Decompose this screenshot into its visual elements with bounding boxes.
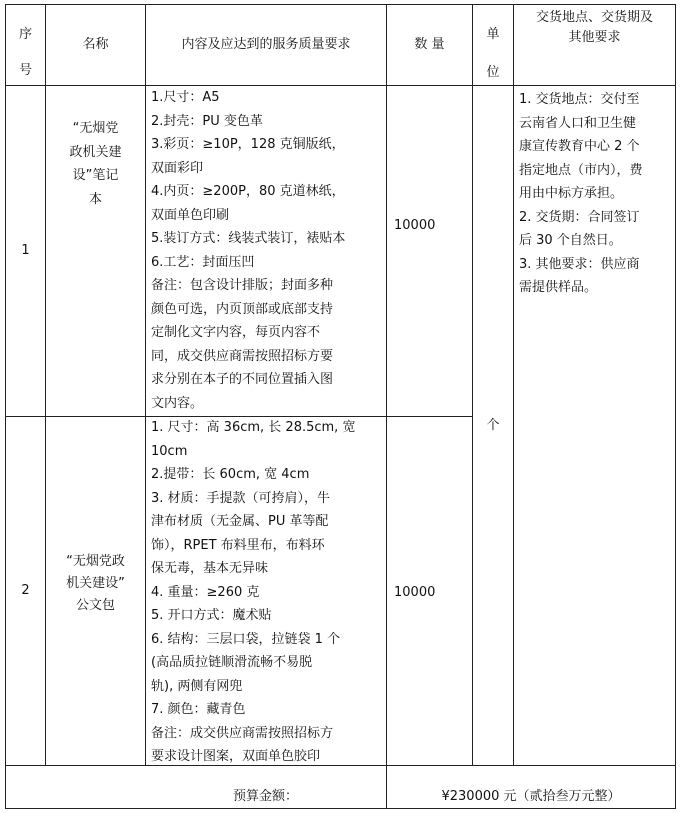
table-border-right	[675, 4, 676, 809]
delivery-line: 用由中标方承担。	[519, 186, 624, 201]
delivery-line: 云南省人口和卫生健	[519, 115, 637, 131]
col-divider-unit	[513, 4, 514, 766]
header-delivery-line: 其他要求	[568, 30, 621, 45]
spec-line: 备注：包含设计排版；封面多种	[151, 278, 334, 293]
spec-line: 6.工艺：封面压凹	[151, 254, 255, 270]
delivery-line: 3. 其他要求：供应商	[519, 256, 640, 272]
row-1-name-line: 政机关建	[69, 144, 122, 160]
spec-line: 7. 颜色：藏青色	[151, 702, 246, 717]
row-2-name-line: “无烟党政	[66, 554, 125, 569]
delivery-requirements	[519, 88, 675, 300]
spec-line: 4. 重量：≥260 克	[151, 584, 260, 600]
spec-line: 3.彩页：≥10P，128 克铜版纸，	[151, 137, 345, 152]
header-name: 名称	[82, 37, 109, 53]
spec-line: 2.封壳：PU 变色革	[151, 113, 263, 129]
spec-line: 饰），RPET 布料里布，布料环	[151, 537, 325, 553]
header-seq-char-1: 序	[18, 27, 32, 42]
delivery-line: 康宣传教育中心 2 个	[519, 139, 640, 154]
row-2-quantity: 10000	[394, 585, 436, 600]
spec-line: 双面彩印	[151, 160, 204, 176]
spec-line: 5. 开口方式：魔术贴	[151, 608, 272, 623]
header-unit-char-2: 位	[486, 65, 500, 80]
header-seq-char-2: 号	[18, 63, 32, 78]
spec-line: 文内容。	[151, 395, 204, 411]
spec-line: 双面单色印刷	[151, 207, 230, 223]
unit-value: 个	[486, 418, 500, 433]
budget-value: ¥230000 元（贰拾叁万元整）	[441, 789, 621, 804]
row-1-spec	[151, 86, 385, 415]
spec-line: 2.提带：长 60cm, 宽 4cm	[151, 467, 310, 482]
spec-line: 10cm	[151, 443, 188, 459]
delivery-line: 需提供样品。	[519, 280, 598, 295]
spec-line: 轨), 两侧有网兜	[151, 678, 243, 694]
row-2-spec	[151, 416, 385, 769]
row-2-seq: 2	[21, 583, 30, 599]
spec-line: 6. 结构：三层口袋，拉链袋 1 个	[151, 631, 341, 647]
row-1-name-line: “无烟党	[72, 121, 119, 136]
spec-line: 要求设计图案，双面单色胶印	[151, 749, 321, 764]
header-unit-char-1: 单	[486, 27, 500, 42]
header-requirements: 内容及应达到的服务质量要求	[181, 37, 351, 53]
procurement-table	[5, 4, 676, 809]
row-1-quantity: 10000	[394, 218, 436, 233]
delivery-line: 指定地点（市内），费	[519, 162, 643, 178]
header-unit	[473, 5, 513, 85]
spec-line: 备注：成交供应商需按照招标方	[151, 725, 334, 741]
row-2-name-line: 公文包	[75, 598, 115, 613]
spec-line: 1. 尺寸：高 36cm, 长 28.5cm, 宽	[151, 420, 356, 435]
row-2-name	[46, 551, 145, 617]
spec-line: 1.尺寸：A5	[151, 90, 220, 105]
header-delivery	[514, 8, 675, 48]
row-1-name-line: 本	[88, 191, 102, 207]
spec-line: 5.装订方式：线装式装订，裱贴本	[151, 231, 346, 246]
header-delivery-line: 交货地点、交货期及	[535, 10, 653, 25]
spec-line: 颜色可选，内页顶部或底部支持	[151, 301, 334, 317]
col-divider-qty	[472, 4, 473, 766]
delivery-line: 2. 交货期：合同签订	[519, 209, 640, 225]
row-1-seq: 1	[21, 243, 30, 259]
delivery-line: 1. 交货地点：交付至	[519, 92, 640, 107]
col-divider-name	[145, 4, 146, 766]
spec-line: 津布材质（无金属、PU 革等配	[151, 514, 329, 529]
spec-line: 同，成交供应商需按照招标方要	[151, 348, 334, 364]
budget-label: 预算金额：	[232, 789, 298, 804]
header-seq	[6, 5, 45, 85]
row-1-name-line: 设”笔记	[72, 168, 119, 183]
row-1-name	[46, 117, 145, 211]
delivery-line: 后 30 个自然日。	[519, 233, 622, 248]
spec-line: 4.内页：≥200P，80 克道林纸，	[151, 184, 345, 199]
spec-line: 保无毒，基本无异味	[151, 561, 269, 576]
row-2-name-line: 机关建设”	[66, 576, 125, 591]
spec-line: 3. 材质：手提款（可挎肩），牛	[151, 490, 331, 506]
table-border-bottom	[5, 808, 676, 809]
spec-line: (高品质拉链顺滑流畅不易脱	[151, 655, 313, 670]
col-divider-spec	[386, 4, 387, 809]
spec-line: 定制化文字内容，每页内容不	[151, 325, 321, 340]
spec-line: 求分别在本子的不同位置插入图	[151, 372, 334, 387]
header-quantity: 数 量	[414, 37, 445, 53]
